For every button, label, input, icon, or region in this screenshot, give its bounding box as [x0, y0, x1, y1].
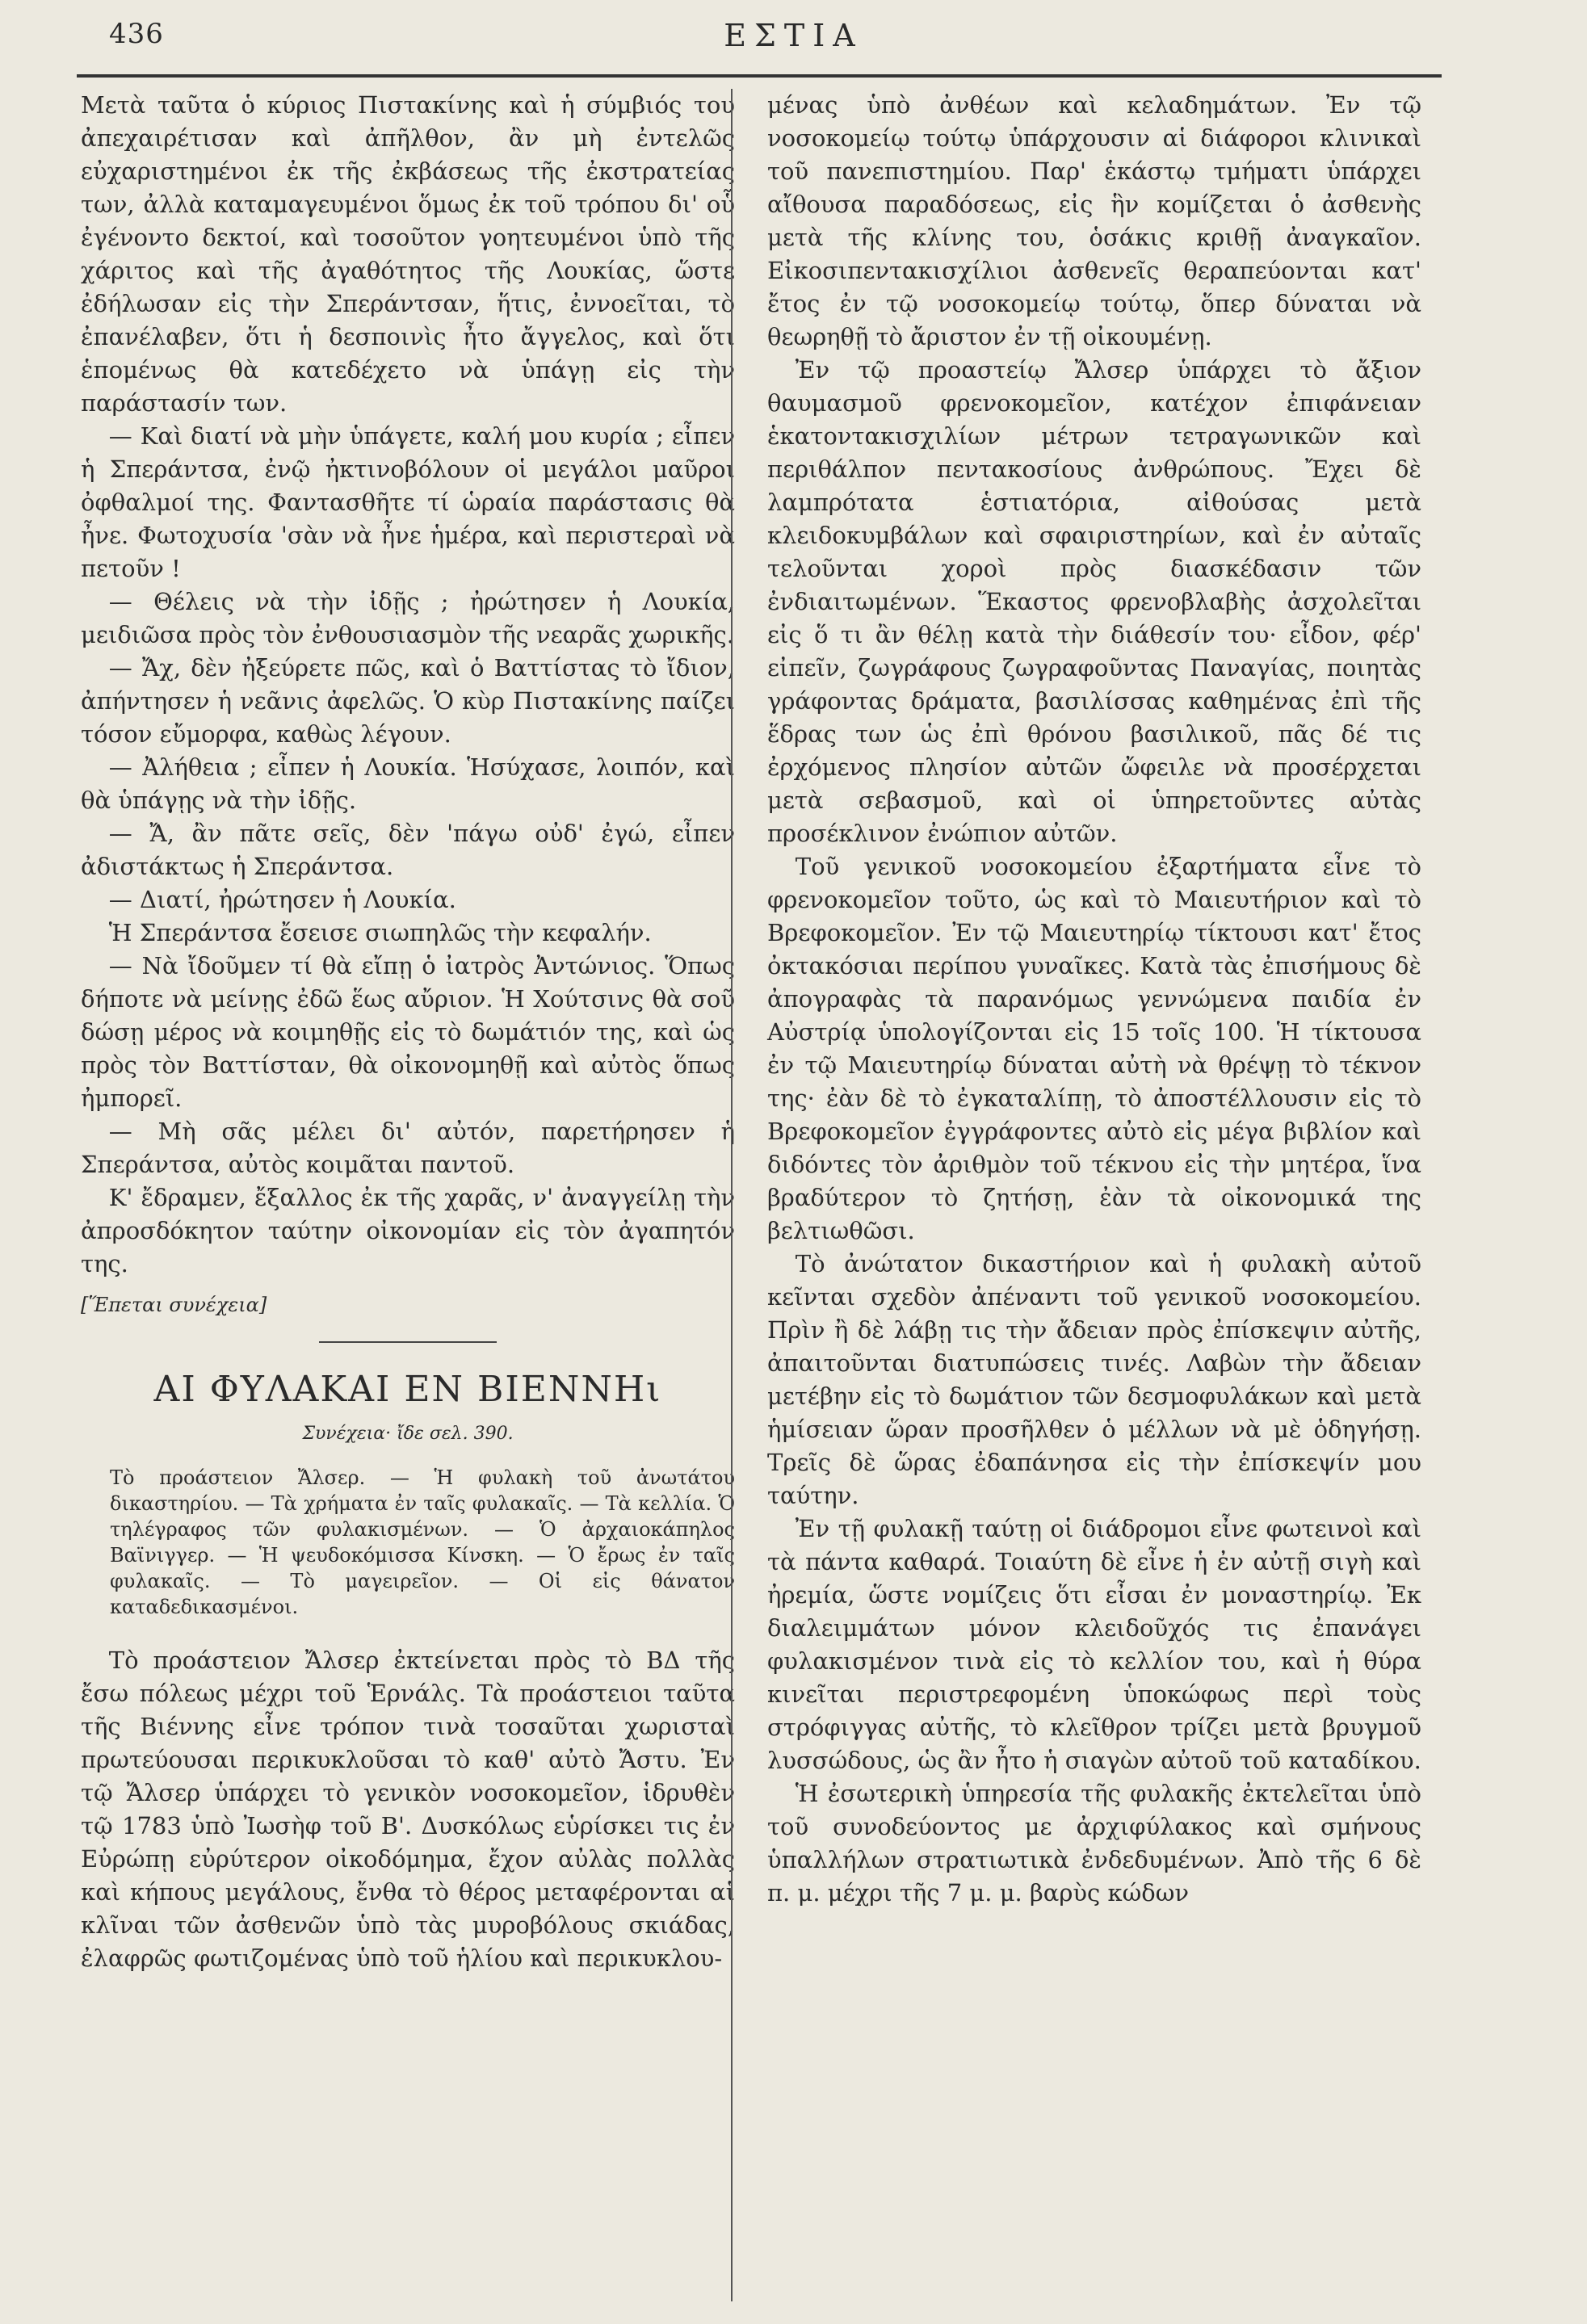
article-paragraph: Τοῦ γενικοῦ νοσοκομείου ἐξαρτήματα εἶνε τὸ φρενοκομεῖον τοῦτο, ὡς καὶ τὸ Μαιευτήριον καὶ τὸ Βρεφοκομεῖον. Ἐν τῷ Μαιευτηρίῳ τίκτουσι κατ' ἔτος ὀκτακόσιαι περίπου γυναῖκες. Κατὰ τὰς ἐπισήμους δὲ ἀπογραφὰς τὰ παρανόμως γεννώμενα παιδία ἐν Αὐστρίᾳ ὑπολογίζονται εἰς 15 τοῖς 100. Ἡ τίκτουσα ἐν τῷ Μαιευτηρίῳ δύναται αὐτὴ νὰ θρέψῃ τὸ τέκνον της· ἐὰν δὲ τὸ ἐγκαταλίπῃ, τὸ ἀποστέλλουσιν εἰς τὸ Βρεφοκομεῖον ἐγγράφοντες αὐτὸ εἰς μέγα βιβλίον καὶ διδόντες τὸν ἀριθμὸν τοῦ τέκνου εἰς τὴν μητέρα, ἵνα βραδύτερον τὸ ζητήσῃ, ἐὰν τὰ οἰκονομικά της βελτιωθῶσι. [767, 853, 1421, 1244]
continuation-reference: Συνέχεια· ἴδε σελ. 390. [302, 1424, 514, 1444]
header-rule [77, 74, 1442, 78]
story-paragraph: — Θέλεις νὰ τὴν ἰδῇς ; ἠρώτησεν ἡ Λουκία, μειδιῶσα πρὸς τὸν ἐνθουσιασμὸν τῆς νεαρᾶς χωρικῆς. [81, 588, 735, 648]
article-paragraph: Ἐν τῷ προαστείῳ Ἄλσερ ὑπάρχει τὸ ἄξιον θαυμασμοῦ φρενοκομεῖον, κατέχον ἐπιφάνειαν ἑκατοντακισχιλίων μέτρων τετραγωνικῶν καὶ περιθάλπον πεντακοσίους ἀνθρώπους. Ἔχει δὲ λαμπρότατα ἑστιατόρια, αἰθούσας μετὰ κλειδοκυμβάλων καὶ σφαιριστηρίων, καὶ ἐν αὐταῖς τελοῦνται χοροὶ πρὸς διασκέδασιν τῶν ἐνδιαιτωμένων. Ἕκαστος φρενοβλαβὴς ἀσχολεῖται εἰς ὅ τι ἂν θέλῃ κατὰ τὴν διάθεσίν του· εἶδον, φέρ' εἰπεῖν, ζωγράφους ζωγραφοῦντας Παναγίας, ποιητὰς γράφοντας δράματα, βασιλίσσας καθημένας ἐπὶ τῆς ἕδρας των ὡς ἐπὶ θρόνου βασιλικοῦ, πᾶς δέ τις ἐρχόμενος πλησίον αὐτῶν ὤφειλε νὰ προσέρχεται μετὰ σεβασμοῦ, καὶ οἱ ὑπηρετοῦντες αὐτὰς προσέκλινον ἐνώπιον αὐτῶν. [767, 356, 1421, 847]
story-paragraph: Μετὰ ταῦτα ὁ κύριος Πιστακίνης καὶ ἡ σύμβιός του ἀπεχαιρέτισαν καὶ ἀπῆλθον, ἂν μὴ ἐντελῶς εὐχαριστημένοι ἐκ τῆς ἐκβάσεως τῆς ἐκστρατείας των, ἀλλὰ καταμαγευμένοι ὅμως ἐκ τοῦ τρόπου δι' οὗ ἐγένοντο δεκτοί, καὶ τοσοῦτον γοητευμένοι ὑπὸ τῆς χάριτος καὶ τῆς ἀγαθότητος τῆς Λουκίας, ὥστε ἐδήλωσαν εἰς τὴν Σπεράντσαν, ἥτις, ἐννοεῖται, τὸ ἐπανέλαβεν, ὅτι ἡ δεσποινὶς ἦτο ἄγγελος, καὶ ὅτι ἑπομένως θὰ κατεδέχετο νὰ ὑπάγῃ εἰς τὴν παράστασίν των. [81, 91, 735, 417]
page-number: 436 [109, 18, 164, 50]
article-paragraph: Τὸ ἀνώτατον δικαστήριον καὶ ἡ φυλακὴ αὐτοῦ κεῖνται σχεδὸν ἀπέναντι τοῦ γενικοῦ νοσοκομείου. Πρὶν ἢ δὲ λάβῃ τις τὴν ἄδειαν πρὸς ἐπίσκεψιν αὐτῆς, ἀπαιτοῦνται διατυπώσεις τινές. Λαβὼν τὴν ἄδειαν μετέβην εἰς τὸ δωμάτιον τῶν δεσμοφυλάκων καὶ μετὰ ἡμίσειαν ὥραν προσῆλθεν ὁ μέλλων νὰ μὲ ὁδηγήσῃ. Τρεῖς δὲ ὥρας ἐδαπάνησα εἰς τὴν ἐπίσκεψίν μου ταύτην. [767, 1250, 1421, 1509]
left-column [81, 89, 735, 1975]
journal-title: ΕΣΤΙΑ [724, 18, 863, 53]
story-paragraph: — Μὴ σᾶς μέλει δι' αὐτόν, παρετήρησεν ἡ Σπεράντσα, αὐτὸς κοιμᾶται παντοῦ. [81, 1118, 735, 1178]
article-paragraph: μένας ὑπὸ ἀνθέων καὶ κελαδημάτων. Ἐν τῷ νοσοκομείῳ τούτῳ ὑπάρχουσιν αἱ διάφοροι κλινικαὶ τοῦ πανεπιστημίου. Παρ' ἑκάστῳ τμήματι ὑπάρχει αἴθουσα παραδόσεως, εἰς ἣν κομίζεται ὁ ἀσθενὴς μετὰ τῆς κλίνης του, ὁσάκις κριθῇ ἀναγκαῖον. Εἰκοσιπεντακισχίλιοι ἀσθενεῖς θεραπεύονται κατ' ἔτος ἐν τῷ νοσοκομείῳ τούτῳ, ὅπερ δύναται νὰ θεωρηθῇ τὸ ἄριστον ἐν τῇ οἰκουμένῃ. [767, 91, 1421, 350]
column-divider [731, 89, 733, 2301]
story-paragraph: — Ἄχ, δὲν ἠξεύρετε πῶς, καὶ ὁ Βαττίστας τὸ ἴδιον, ἀπήντησεν ἡ νεᾶνις ἀφελῶς. Ὁ κὺρ Πιστακίνης παίζει τόσον εὔμορφα, καθὼς λέγουν. [81, 654, 735, 748]
story-text [81, 89, 735, 1281]
story-paragraph: — Νὰ ἴδοῦμεν τί θὰ εἴπῃ ὁ ἰατρὸς Ἀντώνιος. Ὅπως δήποτε νὰ μείνῃς ἐδῶ ἕως αὔριον. Ἡ Χούτσινς θὰ σοῦ δώσῃ μέρος νὰ κοιμηθῇς εἰς τὸ δωμάτιόν της, καὶ ὡς πρὸς τὸν Βαττίσταν, θὰ οἰκονομηθῇ καὶ αὐτὸς ὅπως ἠμπορεῖ. [81, 952, 735, 1112]
article-title: ΑΙ ΦΥΛΑΚΑΙ ΕΝ ΒΙΕΝΝΗι [153, 1369, 662, 1410]
article-summary: Τὸ προάστειον Ἄλσερ. — Ἡ φυλακὴ τοῦ ἀνωτάτου δικαστηρίου. — Τὰ χρήματα ἐν ταῖς φυλακαῖς. — Τὰ κελλία. Ὁ τηλέγραφος τῶν φυλακισμένων. — Ὁ ἀρχαιοκάπηλος Βαϊνιγγερ. — Ἡ ψευδοκόμισσα Κίνσκη. — Ὁ ἔρως ἐν ταῖς φυλακαῖς. — Τὸ μαγειρεῖον. — Οἱ εἰς θάνατον καταδεδικασμένοι. [110, 1466, 735, 1618]
article-paragraph: Ἐν τῇ φυλακῇ ταύτῃ οἱ διάδρομοι εἶνε φωτεινοὶ καὶ τὰ πάντα καθαρά. Τοιαύτη δὲ εἶνε ἡ ἐν αὐτῇ σιγὴ καὶ ἠρεμία, ὥστε νομίζεις ὅτι εἶσαι ἐν μοναστηρίῳ. Ἐκ διαλειμμάτων μόνον κλειδοῦχός τις ἐπανάγει φυλακισμένον τινὰ εἰς τὸ κελλίον του, καὶ ἡ θύρα κινεῖται περιστρεφομένη ὑποκώφως περὶ τοὺς στρόφιγγας αὐτῆς, τὸ κλεῖθρον τρίζει μετὰ βρυγμοῦ λυσσώδους, ὡς ἂν ἦτο ἡ σιαγὼν αὐτοῦ τοῦ καταδίκου. [767, 1515, 1421, 1774]
story-paragraph: — Ἀλήθεια ; εἶπεν ἡ Λουκία. Ἡσύχασε, λοιπόν, καὶ θὰ ὑπάγῃς νὰ τὴν ἰδῇς. [81, 753, 735, 814]
right-column [767, 89, 1421, 1910]
article-paragraph: Τὸ προάστειον Ἄλσερ ἐκτείνεται πρὸς τὸ ΒΔ τῆς ἔσω πόλεως μέχρι τοῦ Ἑρνάλς. Τὰ προάστειοι ταῦτα τῆς Βιέννης εἶνε τρόπον τινὰ τοσαῦται χωρισταὶ πρωτεύουσαι περικυκλοῦσαι τὸ καθ' αὐτὸ Ἄστυ. Ἐν τῷ Ἄλσερ ὑπάρχει τὸ γενικὸν νοσοκομεῖον, ἱδρυθὲν τῷ 1783 ὑπὸ Ἰωσὴφ τοῦ Β'. Δυσκόλως εὑρίσκει τις ἐν Εὐρώπῃ εὐρύτερον οἰκοδόμημα, ἔχον αὐλὰς πολλὰς καὶ κήπους μεγάλους, ἔνθα τὸ θέρος μεταφέρονται αἱ κλῖναι τῶν ἀσθενῶν ὑπὸ τὰς μυροβόλους σκιάδας, ἐλαφρῶς φωτιζομένας ὑπὸ τοῦ ἡλίου καὶ περικυκλου- [81, 1647, 735, 1972]
article-paragraph: Ἡ ἐσωτερικὴ ὑπηρεσία τῆς φυλακῆς ἐκτελεῖται ὑπὸ τοῦ συνοδεύοντος με ἀρχιφύλακος καὶ σμήνους ὑπαλλήλων στρατιωτικὰ ἐνδεδυμένων. Ἀπὸ τῆς 6 δὲ π. μ. μέχρι τῆς 7 μ. μ. βαρὺς κώδων [767, 1780, 1421, 1907]
story-paragraph: Ἡ Σπεράντσα ἔσεισε σιωπηλῶς τὴν κεφαλήν. [108, 919, 652, 946]
section-separator [319, 1341, 497, 1343]
story-paragraph: — Καὶ διατί νὰ μὴν ὑπάγετε, καλή μου κυρία ; εἶπεν ἡ Σπεράντσα, ἐνῷ ἠκτινοβόλουν οἱ μεγάλοι μαῦροι ὀφθαλμοί της. Φαντασθῆτε τί ὡραία παράστασις θὰ ἦνε. Φωτοχυσία 'σὰν νὰ ἦνε ἡμέρα, καὶ περιστεραὶ νὰ πετοῦν ! [81, 422, 735, 582]
continued-note: [Ἕπεται συνέχεια] [81, 1294, 267, 1316]
story-paragraph: — Διατί, ἠρώτησεν ἡ Λουκία. [108, 886, 456, 913]
story-paragraph: — Ἄ, ἂν πᾶτε σεῖς, δὲν 'πάγω οὐδ' ἐγώ, εἶπεν ἀδιστάκτως ἡ Σπεράντσα. [81, 820, 735, 880]
story-paragraph: Κ' ἔδραμεν, ἔξαλλος ἐκ τῆς χαρᾶς, ν' ἀναγγείλῃ τὴν ἀπροσδόκητον ταύτην οἰκονομίαν εἰς τὸν ἀγαπητόν της. [81, 1184, 735, 1277]
